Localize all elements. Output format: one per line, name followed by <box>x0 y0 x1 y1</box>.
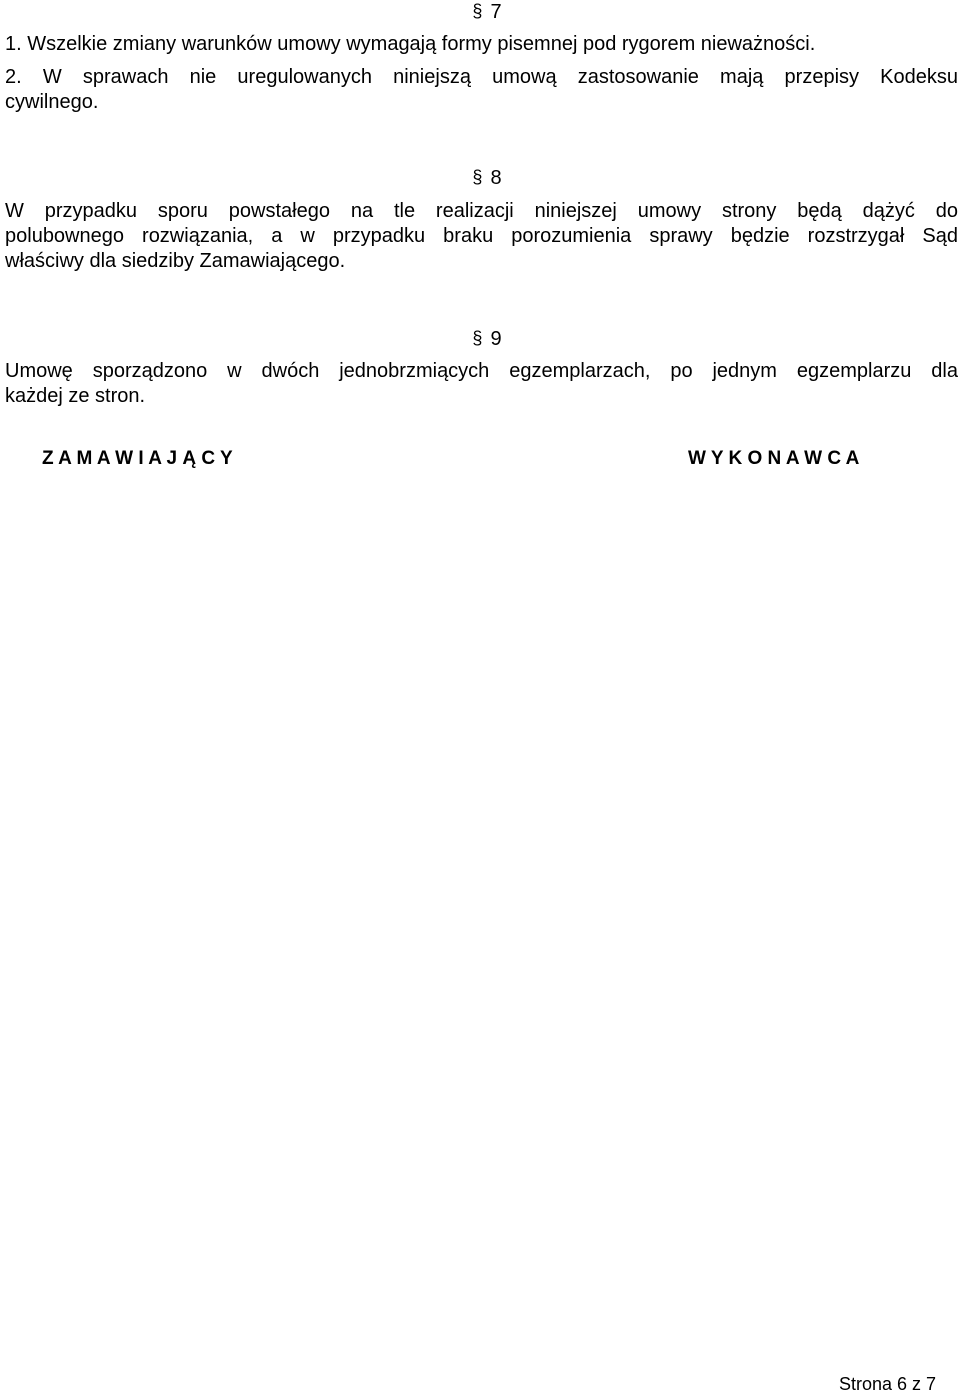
paragraph-line: 1. Wszelkie zmiany warunków umowy wymagają formy pisemnej pod rygorem nieważności. <box>5 33 816 55</box>
section-number: 8 <box>490 167 502 189</box>
section-body-9 <box>5 359 958 409</box>
paragraph-line: Umowę sporządzono w dwóch jednobrzmiących egzemplarzach, po jednym egzemplarzu dla <box>5 360 958 382</box>
signature-row <box>0 446 960 472</box>
section-number: 7 <box>490 1 502 23</box>
signature-ordering-party: Z A M A W I A J Ą C Y <box>42 448 233 469</box>
paragraph-line: 2. W sprawach nie uregulowanych niniejszą umową zastosowanie mają przepisy Kodeksu <box>5 66 958 88</box>
section-heading-7 <box>0 0 960 25</box>
paragraph-line: każdej ze stron. <box>5 385 146 407</box>
section-body-7 <box>5 32 958 115</box>
section-sign: § <box>472 1 483 21</box>
paragraph-line: polubownego rozwiązania, a w przypadku braku porozumienia sprawy będzie rozstrzygał Sąd <box>5 225 958 247</box>
section-heading-9 <box>0 327 960 352</box>
section-heading-8 <box>0 166 960 191</box>
section-number: 9 <box>490 328 502 350</box>
section-body-8 <box>5 199 958 274</box>
section-sign: § <box>472 167 483 187</box>
paragraph-line: właściwy dla siedziby Zamawiającego. <box>5 250 346 272</box>
paragraph-line: W przypadku sporu powstałego na tle realizacji niniejszej umowy strony będą dążyć do <box>5 200 958 222</box>
signature-contractor: W Y K O N A W C A <box>688 448 860 469</box>
section-sign: § <box>472 328 483 348</box>
paragraph-line: cywilnego. <box>5 91 99 113</box>
page-number: Strona 6 z 7 <box>838 1374 936 1394</box>
